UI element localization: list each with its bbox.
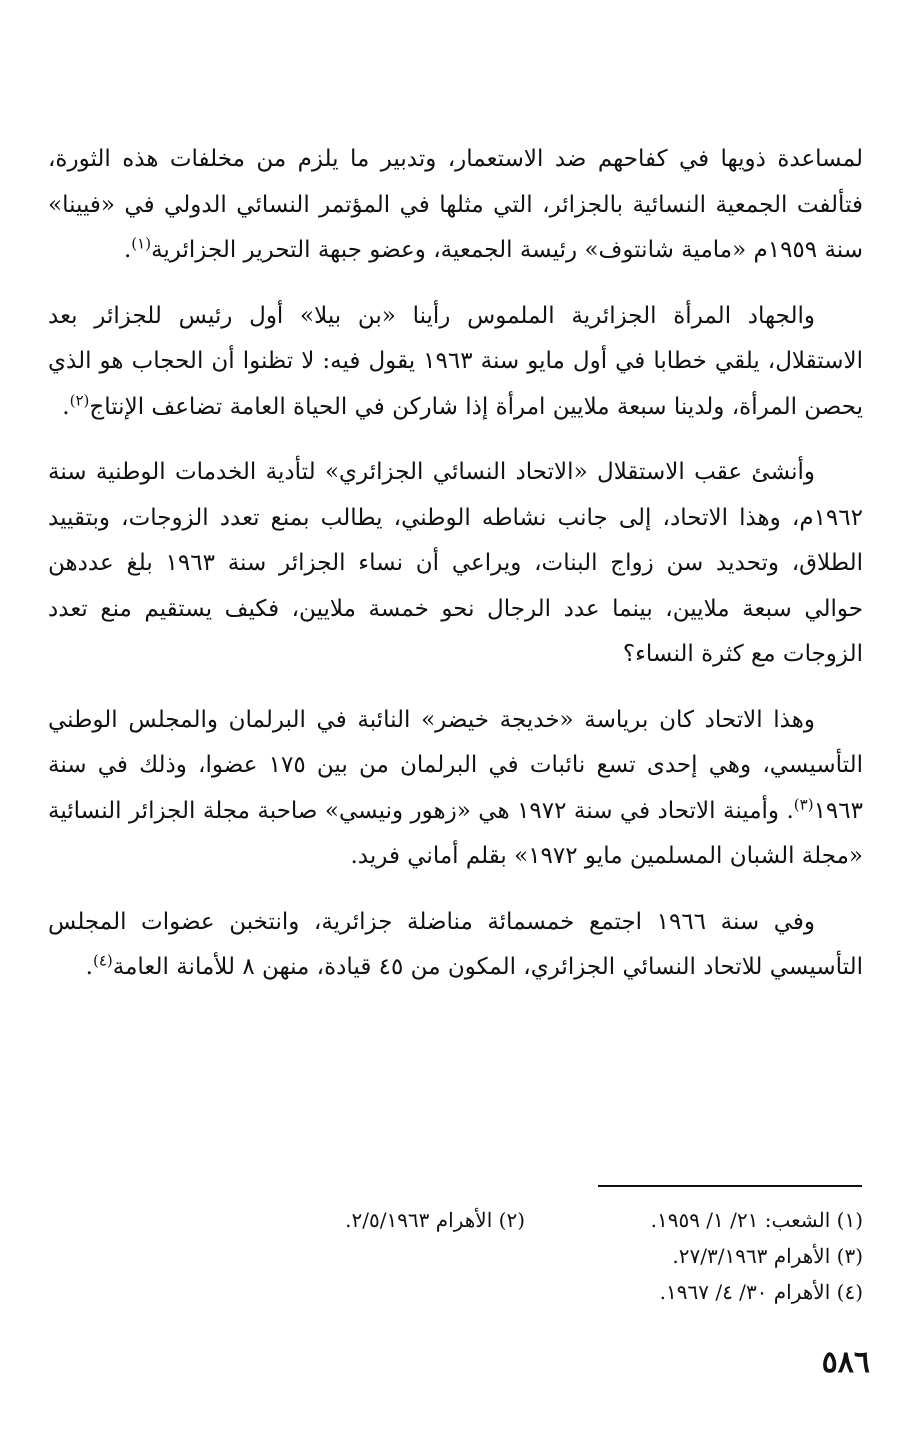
footnote-ref-4[interactable]: (٤): [92, 951, 113, 970]
footnote-1: (١) الشعب: ٢١/ ١/ ١٩٥٩.: [650, 1208, 863, 1232]
paragraph-text: وفي سنة ١٩٦٦ اجتمع خمسمائة مناضلة جزائرية، وانتخبن عضوات المجلس التأسيسي للاتحاد النسائي الجزائري، المكون من ٤٥ قيادة، منهن ٨ للأمانة العامة: [48, 908, 863, 980]
paragraph-text: وهذا الاتحاد كان برياسة «خديجة خيضر» النائبة في البرلمان والمجلس الوطني التأسيسي، وهي إحدى تسع نائبات في البرلمان من بين ١٧٥ عضوا، وذلك في سنة ١٩٦٣: [48, 706, 863, 824]
footnote-ref-2[interactable]: (٢): [69, 390, 90, 409]
footnote-2: (٢) الأهرام ٢/٥/١٩٦٣.: [345, 1208, 525, 1232]
footnote-row: [48, 1238, 863, 1274]
paragraph-1: [48, 137, 863, 274]
footnote-3: (٣) الأهرام ٢٧/٣/١٩٦٣.: [672, 1244, 863, 1268]
main-text: [48, 137, 863, 1011]
paragraph-tail: .: [123, 237, 132, 263]
page-number: ٥٨٦: [821, 1345, 870, 1380]
footnote-ref-3[interactable]: (٣): [793, 794, 814, 813]
paragraph-2: [48, 294, 863, 431]
paragraph-text: لمساعدة ذويها في كفاحهم ضد الاستعمار، وتدبير ما يلزم من مخلفات هذه الثورة، فتألفت الجمعية النسائية بالجزائر، التي مثلها في المؤتمر النسائي الدولي في «فيينا» سنة ١٩٥٩م «مامية شانتوف» رئيسة الجمعية، وعضو جبهة التحرير الجزائرية: [48, 146, 864, 263]
paragraph-4: [48, 698, 863, 880]
footnote-row: [48, 1202, 863, 1238]
footnote-4: (٤) الأهرام ٣٠/ ٤/ ١٩٦٧.: [659, 1280, 863, 1304]
paragraph-3: [48, 450, 863, 678]
paragraph-tail: . وأمينة الاتحاد في سنة ١٩٧٢ هي «زهور ونيسي» صاحبة مجلة الجزائر النسائية «مجلة الشبان المسلمين مايو ١٩٧٢» بقلم أماني فريد.: [48, 797, 863, 869]
paragraph-text: والجهاد المرأة الجزائرية الملموس رأينا «بن بيلا» أول رئيس للجزائر بعد الاستقلال، يلقي خطابا في أول مايو سنة ١٩٦٣ يقول فيه: لا تظنوا أن الحجاب هو الذي يحصن المرأة، ولدينا سبعة ملايين امرأة إذا شاركن في الحياة العامة تضاعف الإنتاج: [48, 302, 863, 420]
footnote-divider: [598, 1185, 862, 1187]
paragraph-tail: .: [85, 954, 93, 980]
paragraph-tail: .: [62, 393, 70, 420]
footnote-ref-1[interactable]: (١): [131, 234, 152, 253]
footnotes: [48, 1202, 863, 1310]
footnote-row: [48, 1274, 863, 1310]
paragraph-text: وأنشئ عقب الاستقلال «الاتحاد النسائي الجزائري» لتأدية الخدمات الوطنية سنة ١٩٦٢م، وهذا الاتحاد، إلى جانب نشاطه الوطني، يطالب بمنع تعدد الزوجات، وبتقييد الطلاق، وتحديد سن زواج البنات، ويراعي أن نساء الجزائر سنة ١٩٦٣ بلغ عددهن حوالي سبعة ملايين، بينما عدد الرجال نحو خمسة ملايين، فكيف يستقيم منع تعدد الزوجات مع كثرة النساء؟: [48, 459, 864, 667]
paragraph-5: [48, 900, 863, 991]
